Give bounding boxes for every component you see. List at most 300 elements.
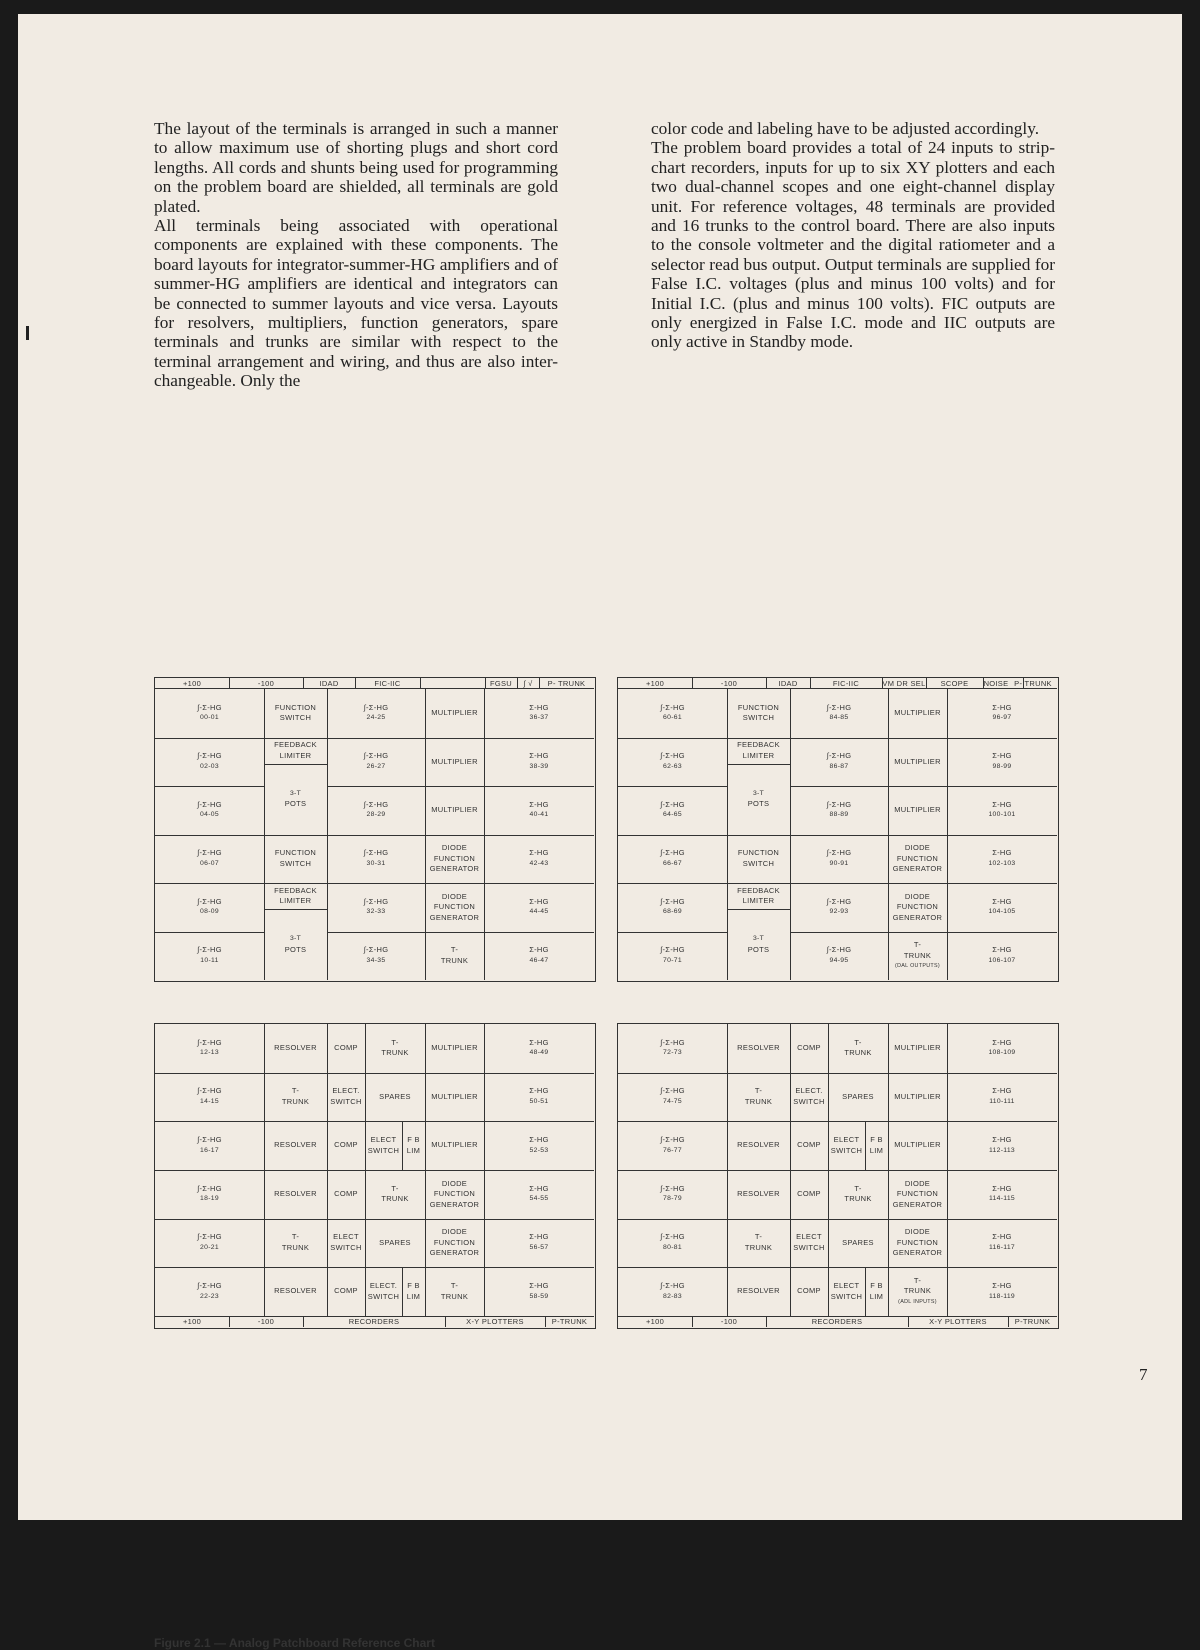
cell-text: RESOLVER — [737, 1189, 780, 1199]
summer-cell — [947, 1121, 1057, 1170]
cell-text: ∫-Σ-HG — [826, 799, 852, 809]
component-cell — [425, 932, 484, 981]
component-cell — [727, 1073, 790, 1122]
cell-text: COMP — [797, 1189, 821, 1199]
integrator-summer-cell — [155, 786, 264, 835]
patchboard-bottom-right — [617, 1023, 1059, 1329]
cell-text: ∫-Σ-HG — [660, 1086, 685, 1096]
feedback-limiter-cell — [264, 738, 327, 764]
cell-text: 10-11 — [200, 956, 219, 964]
cell-text: LIMITER — [742, 750, 775, 760]
cell-text: RESOLVER — [737, 1140, 780, 1150]
fb-lim-cell — [402, 1267, 425, 1316]
cell-text: ∫-Σ-HG — [197, 751, 222, 761]
cell-text: Σ-HG — [992, 751, 1012, 761]
cell-text: 68-69 — [663, 908, 682, 916]
cell-text: ELECT — [833, 1281, 860, 1291]
cell-text: T- — [391, 1183, 399, 1193]
component-cell — [888, 786, 947, 835]
summer-cell — [947, 1219, 1057, 1268]
cell-text: 44-45 — [529, 908, 549, 916]
cell-text: ELECT — [333, 1232, 359, 1242]
cell-text: 24-25 — [366, 714, 386, 722]
cell-text: ELECT — [833, 1135, 860, 1145]
page-number: 7 — [1139, 1365, 1148, 1384]
component-cell — [425, 786, 484, 835]
summer-cell — [947, 1267, 1057, 1316]
cell-text: TRUNK — [903, 950, 932, 960]
cell-text: 84-85 — [829, 714, 849, 722]
paragraph: All terminals being associated with operational components are explained with these components. The board layouts for integrator-summer-HG amplifiers and of summer-HG amplifiers are identical and integrators can be connected to summer layouts and vice versa. Layouts for resolvers, multipliers, function generators, spare terminals and trunks are similar with respect to the terminal arrangement and wiring, and thus are also inter-changeable. Only the — [154, 216, 558, 391]
integrator-summer-cell — [618, 1121, 727, 1170]
integrator-summer-cell — [155, 689, 264, 738]
cell-text: GENERATOR — [429, 1248, 480, 1258]
cell-text: 88-89 — [829, 811, 849, 819]
cell-text: ∫-Σ-HG — [660, 1232, 685, 1242]
header-cell: NOISE — [983, 679, 1009, 688]
header-cell: FIC-IIC — [374, 679, 401, 688]
cell-text: LIM — [406, 1145, 421, 1155]
header-cell: -100 — [257, 679, 275, 688]
component-cell — [828, 1024, 888, 1073]
fb-lim-cell — [402, 1121, 425, 1170]
cell-text: ∫-Σ-HG — [826, 751, 852, 761]
cell-text: 64-65 — [663, 811, 682, 819]
cell-text: MULTIPLIER — [894, 756, 941, 766]
integrator-summer-cell — [790, 883, 888, 932]
cell-text: FEEDBACK — [274, 885, 317, 895]
cell-text: TRUNK — [844, 1194, 872, 1204]
cell-text: ∫-Σ-HG — [660, 896, 685, 906]
cell-text: Σ-HG — [529, 1281, 549, 1291]
integrator-summer-cell — [790, 689, 888, 738]
component-cell — [790, 1267, 828, 1316]
pots-cell — [264, 909, 327, 980]
cell-text: ∫-Σ-HG — [363, 945, 389, 955]
cell-text: F B — [407, 1281, 420, 1291]
cell-text: FUNCTION — [433, 853, 476, 863]
cell-text: 12-13 — [200, 1049, 219, 1057]
component-cell — [888, 689, 947, 738]
integrator-summer-cell — [790, 738, 888, 787]
figure-caption: Figure 2.1 — Analog Patchboard Reference Chart — [154, 1636, 435, 1650]
component-cell — [888, 835, 947, 884]
cell-text: COMP — [334, 1286, 358, 1296]
cell-text: 94-95 — [829, 956, 849, 964]
cell-text: ∫-Σ-HG — [660, 702, 685, 712]
cell-text: POTS — [747, 944, 770, 954]
cell-text: ∫-Σ-HG — [363, 702, 389, 712]
cell-text: DIODE — [904, 1178, 931, 1188]
feedback-limiter-cell — [727, 883, 790, 909]
integrator-summer-cell — [327, 786, 425, 835]
paragraph: The problem board provides a total of 24 inputs to strip-chart recorders, inputs for up to six XY plotters and each two dual-channel scopes and one eight-channel display unit. For reference voltages, 48 terminals are provided and 16 trunks to the control board. There are also inputs to the console voltmeter and the digital ratiometer and a selector read bus output. Output terminals are supplied for False I.C. voltages (plus and minus 100 volts) and for Initial I.C. (plus and minus 100 volts). FIC outputs are only energized in False I.C. mode and IIC outputs are only active in Standby mode. — [651, 138, 1055, 352]
cell-text: ∫-Σ-HG — [197, 1086, 222, 1096]
footer-cell: -100 — [720, 1317, 738, 1326]
header-cell: +100 — [182, 679, 202, 688]
component-cell — [327, 1219, 365, 1268]
summer-cell — [947, 1073, 1057, 1122]
cell-text: T- — [854, 1183, 862, 1193]
footer-cell: +100 — [182, 1317, 202, 1326]
cell-text: SPARES — [379, 1237, 411, 1247]
cell-text: LIM — [869, 1145, 884, 1155]
cell-text: T- — [754, 1086, 763, 1096]
component-cell — [828, 1170, 888, 1219]
cell-text: T- — [913, 940, 922, 949]
footer-cell: +100 — [645, 1317, 665, 1326]
cell-text: ELECT — [370, 1135, 397, 1145]
cell-text: TRUNK — [381, 1194, 409, 1204]
cell-text: 112-113 — [988, 1146, 1016, 1154]
component-cell — [425, 1170, 484, 1219]
cell-text: T- — [754, 1232, 763, 1242]
document-page — [18, 14, 1182, 1650]
component-cell — [888, 738, 947, 787]
cell-text: 82-83 — [663, 1292, 682, 1300]
footer-cell: X-Y PLOTTERS — [466, 1317, 524, 1326]
footer-cell: RECORDERS — [811, 1317, 863, 1326]
header-cell: FIC-IIC — [832, 679, 860, 688]
integrator-summer-cell — [327, 738, 425, 787]
cell-text: F B — [870, 1135, 883, 1145]
component-cell — [365, 1219, 425, 1268]
component-cell — [888, 932, 947, 981]
cell-text: ELECT — [796, 1232, 822, 1242]
summer-cell — [947, 1024, 1057, 1073]
cell-text: FUNCTION — [433, 1189, 476, 1199]
function-switch-cell — [264, 835, 327, 884]
header-divider — [420, 678, 421, 689]
cell-text: ∫-Σ-HG — [197, 896, 222, 906]
cell-text: FEEDBACK — [737, 740, 780, 749]
integrator-summer-cell — [618, 1024, 727, 1073]
cell-text: FUNCTION — [896, 853, 939, 863]
footer-cell: -100 — [257, 1317, 275, 1326]
summer-cell — [947, 1170, 1057, 1219]
cell-text: 3-T — [289, 935, 302, 942]
component-cell — [790, 1024, 828, 1073]
cell-text: GENERATOR — [892, 912, 943, 922]
component-cell — [727, 1267, 790, 1316]
integrator-summer-cell — [618, 786, 727, 835]
component-cell — [727, 1170, 790, 1219]
cell-text: 62-63 — [663, 762, 682, 770]
cell-text: Σ-HG — [992, 1135, 1012, 1145]
integrator-summer-cell — [155, 1170, 264, 1219]
cell-text: T- — [854, 1037, 862, 1047]
cell-text: 102-103 — [988, 859, 1016, 867]
cell-text: COMP — [797, 1043, 821, 1053]
integrator-summer-cell — [618, 932, 727, 981]
integrator-summer-cell — [618, 1073, 727, 1122]
feedback-limiter-cell — [727, 738, 790, 764]
cell-text: 110-111 — [989, 1097, 1015, 1105]
cell-text: FEEDBACK — [737, 885, 780, 895]
cell-text: SWITCH — [793, 1242, 825, 1252]
cell-text: Σ-HG — [529, 799, 549, 809]
cell-text: FUNCTION — [433, 902, 476, 911]
cell-text: Σ-HG — [529, 702, 549, 712]
integrator-summer-cell — [155, 1073, 264, 1122]
cell-text: 92-93 — [829, 908, 849, 916]
cell-text: 32-33 — [366, 908, 386, 916]
integrator-summer-cell — [618, 689, 727, 738]
cell-text: SWITCH — [742, 713, 775, 723]
cell-text: ∫-Σ-HG — [660, 1135, 685, 1145]
cell-text: MULTIPLIER — [431, 1091, 478, 1101]
cell-text: T- — [450, 1281, 459, 1291]
cell-text: POTS — [747, 799, 770, 808]
cell-text: 116-117 — [988, 1243, 1016, 1251]
cell-text: TRUNK — [281, 1242, 310, 1252]
cell-text: 36-37 — [529, 714, 549, 722]
cell-text: 86-87 — [829, 762, 849, 770]
component-cell — [888, 1267, 947, 1316]
component-cell — [790, 1073, 828, 1122]
elect-switch-cell — [365, 1267, 402, 1316]
cell-text: SWITCH — [830, 1291, 863, 1301]
cell-text: 38-39 — [529, 762, 549, 770]
component-cell — [425, 1073, 484, 1122]
integrator-summer-cell — [618, 1267, 727, 1316]
cell-text: FUNCTION — [896, 902, 939, 911]
text-column-right — [651, 119, 1055, 352]
cell-text: ∫-Σ-HG — [826, 945, 852, 955]
cell-text: GENERATOR — [429, 912, 480, 922]
integrator-summer-cell — [155, 835, 264, 884]
cell-text: FUNCTION — [274, 848, 317, 858]
cell-text: ∫-Σ-HG — [660, 1281, 685, 1291]
summer-cell — [947, 835, 1057, 884]
cell-text: GENERATOR — [429, 864, 480, 873]
cell-text: FUNCTION — [737, 702, 780, 712]
integrator-summer-cell — [790, 835, 888, 884]
component-cell — [790, 1170, 828, 1219]
cell-text: TRUNK — [744, 1242, 773, 1252]
integrator-summer-cell — [155, 1267, 264, 1316]
header-cell: IDAD — [778, 679, 798, 688]
cell-text: 76-77 — [663, 1146, 682, 1154]
integrator-summer-cell — [618, 883, 727, 932]
cell-text: TRUNK — [903, 1286, 932, 1296]
cell-text: ∫-Σ-HG — [826, 702, 852, 712]
cell-text: MULTIPLIER — [894, 1043, 941, 1053]
integrator-summer-cell — [790, 786, 888, 835]
cell-text: 58-59 — [529, 1292, 549, 1300]
cell-text: 20-21 — [200, 1243, 219, 1251]
cell-text: T- — [291, 1086, 300, 1096]
component-cell — [264, 1170, 327, 1219]
component-cell — [365, 1170, 425, 1219]
cell-text: FUNCTION — [433, 1237, 476, 1247]
cell-text: F B — [870, 1281, 883, 1291]
summer-cell — [484, 1170, 594, 1219]
component-cell — [425, 1267, 484, 1316]
component-cell — [888, 1024, 947, 1073]
cell-text: COMP — [797, 1286, 821, 1296]
cell-text: Σ-HG — [992, 848, 1012, 858]
cell-text: TRUNK — [381, 1048, 409, 1058]
cell-text: 42-43 — [529, 859, 549, 867]
footer-cell: X-Y PLOTTERS — [929, 1317, 987, 1326]
cell-text: ∫-Σ-HG — [363, 848, 389, 858]
cell-text: ∫-Σ-HG — [363, 751, 389, 761]
cell-text: LIM — [869, 1291, 884, 1301]
cell-text: ∫-Σ-HG — [660, 799, 685, 809]
component-cell — [327, 1024, 365, 1073]
component-cell — [425, 1219, 484, 1268]
elect-switch-cell — [828, 1121, 865, 1170]
footer-cell: P-TRUNK — [1014, 1317, 1051, 1326]
component-cell — [425, 738, 484, 787]
component-cell — [365, 1024, 425, 1073]
cell-text: 40-41 — [529, 811, 549, 819]
integrator-summer-cell — [618, 738, 727, 787]
cell-text: 50-51 — [529, 1097, 549, 1105]
cell-text: RESOLVER — [737, 1043, 780, 1053]
cell-text: Σ-HG — [529, 1183, 549, 1193]
cell-text: SWITCH — [742, 858, 775, 868]
cell-text: 118-119 — [988, 1292, 1016, 1300]
cell-text: 00-01 — [200, 714, 219, 722]
cell-text: T- — [391, 1037, 399, 1047]
cell-text: 70-71 — [663, 956, 682, 964]
cell-text: SPARES — [379, 1091, 411, 1101]
cell-text: 34-35 — [366, 956, 386, 964]
cell-text: 54-55 — [529, 1195, 549, 1203]
component-cell — [727, 1219, 790, 1268]
summer-cell — [947, 786, 1057, 835]
cell-text: LIMITER — [279, 750, 312, 760]
component-cell — [888, 1121, 947, 1170]
cell-text: Σ-HG — [992, 1086, 1012, 1096]
cell-text: ∫-Σ-HG — [197, 848, 222, 858]
cell-text: RESOLVER — [274, 1043, 317, 1053]
cell-text: 16-17 — [200, 1146, 219, 1154]
component-cell — [425, 689, 484, 738]
cell-text: FUNCTION — [896, 1189, 939, 1199]
cell-text: (ADL INPUTS) — [898, 1298, 937, 1305]
cell-text: DIODE — [441, 1227, 468, 1237]
cell-text: ELECT. — [795, 1086, 823, 1096]
function-switch-cell — [727, 835, 790, 884]
integrator-summer-cell — [327, 932, 425, 981]
cell-text: 74-75 — [663, 1097, 682, 1105]
header-cell: P- TRUNK — [1014, 679, 1052, 688]
cell-text: FUNCTION — [896, 1237, 939, 1247]
integrator-summer-cell — [155, 1024, 264, 1073]
cell-text: FUNCTION — [737, 848, 780, 858]
cell-text: SWITCH — [367, 1145, 400, 1155]
component-cell — [264, 1073, 327, 1122]
summer-cell — [484, 1073, 594, 1122]
cell-text: ∫-Σ-HG — [197, 945, 222, 955]
component-cell — [790, 1121, 828, 1170]
cell-text: T- — [450, 945, 459, 955]
cell-text: (DAL OUTPUTS) — [894, 963, 941, 969]
elect-switch-cell — [828, 1267, 865, 1316]
cell-text: MULTIPLIER — [894, 1091, 941, 1101]
cell-text: 80-81 — [663, 1243, 682, 1251]
component-cell — [727, 1024, 790, 1073]
cell-text: MULTIPLIER — [894, 805, 941, 814]
cell-text: TRUNK — [440, 955, 469, 965]
cell-text: RESOLVER — [737, 1286, 780, 1296]
cell-text: ELECT. — [332, 1086, 360, 1096]
cell-text: Σ-HG — [529, 945, 549, 955]
cell-text: ∫-Σ-HG — [363, 896, 389, 906]
cell-text: DIODE — [904, 843, 931, 852]
feedback-limiter-cell — [264, 883, 327, 909]
cell-text: 06-07 — [200, 859, 219, 867]
component-cell — [264, 1219, 327, 1268]
cell-text: 30-31 — [366, 859, 386, 867]
summer-cell — [484, 835, 594, 884]
summer-cell — [947, 932, 1057, 981]
cell-text: 48-49 — [529, 1049, 549, 1057]
cell-text: Σ-HG — [529, 848, 549, 858]
cell-text: COMP — [334, 1043, 358, 1053]
cell-text: GENERATOR — [892, 1248, 943, 1258]
cell-text: ∫-Σ-HG — [197, 1037, 222, 1047]
component-cell — [790, 1219, 828, 1268]
cell-text: 04-05 — [200, 811, 219, 819]
cell-text: ∫-Σ-HG — [197, 702, 222, 712]
cell-text: 56-57 — [529, 1243, 549, 1251]
integrator-summer-cell — [155, 738, 264, 787]
cell-text: Σ-HG — [529, 1135, 549, 1145]
header-cell: FGSU — [489, 679, 513, 688]
summer-cell — [484, 883, 594, 932]
cell-text: ∫-Σ-HG — [197, 1135, 222, 1145]
cell-text: Σ-HG — [992, 896, 1012, 906]
cell-text: SWITCH — [279, 858, 312, 868]
cell-text: SWITCH — [793, 1096, 825, 1106]
patchboard-top-left — [154, 677, 596, 982]
cell-text: 98-99 — [992, 762, 1012, 770]
cell-text: SWITCH — [367, 1291, 400, 1301]
cell-text: 26-27 — [366, 762, 386, 770]
cell-text: MULTIPLIER — [431, 1043, 478, 1053]
fb-lim-cell — [865, 1121, 888, 1170]
header-cell: SCOPE — [940, 679, 969, 688]
cell-text: 52-53 — [529, 1146, 549, 1154]
cell-text: ∫-Σ-HG — [363, 799, 389, 809]
cell-text: SWITCH — [830, 1145, 863, 1155]
cell-text: Σ-HG — [992, 1281, 1012, 1291]
cell-text: TRUNK — [744, 1096, 773, 1106]
component-cell — [327, 1267, 365, 1316]
paragraph: The layout of the terminals is arranged in such a manner to allow maximum use of shorting plugs and short cord lengths. All cords and shunts being used for programming on the problem board are shielded, all terminals are gold plated. — [154, 119, 558, 216]
cell-text: SWITCH — [279, 713, 312, 723]
cell-text: FUNCTION — [274, 702, 317, 712]
cell-text: SWITCH — [330, 1242, 362, 1252]
cell-text: Σ-HG — [529, 751, 549, 761]
cell-text: 96-97 — [992, 714, 1012, 722]
pots-cell — [727, 764, 790, 835]
cell-text: 106-107 — [988, 956, 1016, 964]
cell-text: MULTIPLIER — [431, 805, 478, 814]
integrator-summer-cell — [155, 1219, 264, 1268]
cell-text: Σ-HG — [992, 799, 1012, 809]
cell-text: MULTIPLIER — [431, 1140, 478, 1150]
cell-text: ∫-Σ-HG — [197, 799, 222, 809]
cell-text: FEEDBACK — [274, 740, 317, 749]
patchboard-top-right — [617, 677, 1059, 982]
cell-text: 104-105 — [988, 908, 1016, 916]
cell-text: ELECT. — [369, 1281, 398, 1291]
